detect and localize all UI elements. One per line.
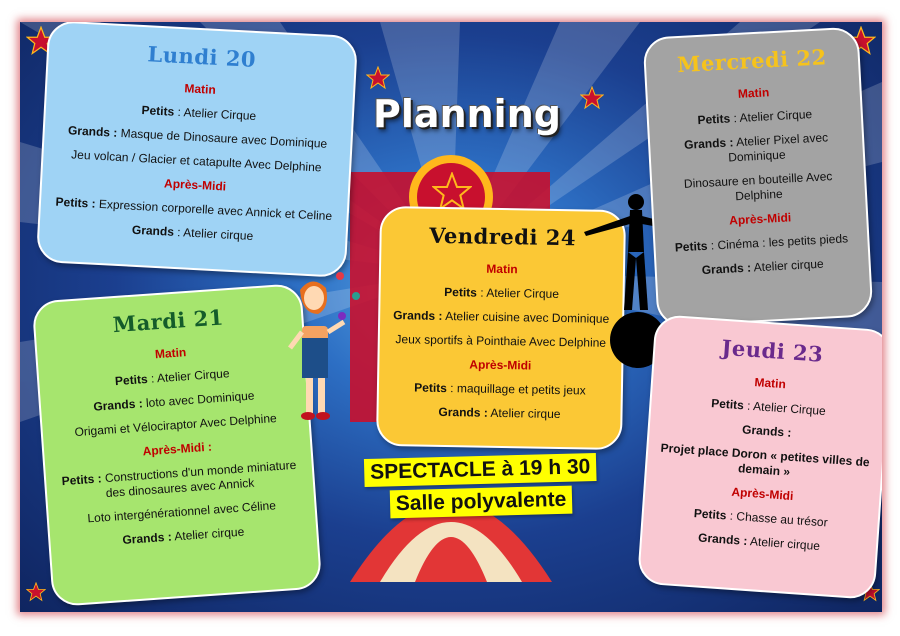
activity-grands: Grands : Atelier Pixel avec Dominique <box>683 130 829 165</box>
star-icon <box>26 582 46 602</box>
activity-grands: Grands : loto avec Dominique <box>92 388 255 414</box>
activity-petits: Petits : Chasse au trésor <box>693 506 829 530</box>
card-mardi <box>32 283 323 607</box>
activity-extra: Dinosaure en bouteille Avec Delphine <box>683 169 833 204</box>
activity-petits: Petits : Atelier Cirque <box>141 103 257 124</box>
spectacle-banner <box>357 451 605 547</box>
day-title: Vendredi 24 <box>428 222 577 251</box>
section-matin: Matin <box>486 261 518 277</box>
activity-petits: Petits : Expression corporelle avec Annick et Celine <box>55 194 333 224</box>
juggler-girl-illustration <box>282 268 368 428</box>
section-apres-midi: Après-Midi <box>163 176 227 194</box>
activity-grands: Grands : Atelier cirque <box>701 256 825 278</box>
activity-extra: Loto intergénérationnel avec Céline <box>87 498 277 526</box>
activity-extra: Origami et Vélociraptor Avec Delphine <box>74 411 278 440</box>
section-matin: Matin <box>754 375 787 392</box>
section-matin: Matin <box>737 85 770 102</box>
section-matin: Matin <box>154 345 187 362</box>
star-icon <box>366 66 390 90</box>
activity-grands: Grands : Atelier cirque <box>131 222 254 244</box>
day-title: Mercredi 22 <box>676 44 828 78</box>
activity-extra: Jeu volcan / Glacier et catapulte Avec Delphine <box>70 147 322 175</box>
activity-grands: Grands : Atelier cirque <box>438 405 561 422</box>
section-apres-midi: Après-Midi <box>730 485 794 504</box>
activity-extra: Jeux sportifs à Pointhaie Avec Delphine <box>395 332 607 351</box>
activity-grands: Grands : <box>741 422 792 441</box>
spectacle-venue: Salle polyvalente <box>390 486 573 519</box>
star-icon <box>580 86 604 110</box>
activity-petits: Petits : Atelier Cirque <box>114 366 230 389</box>
day-title: Jeudi 23 <box>720 334 825 367</box>
spectacle-time: SPECTACLE à 19 h 30 <box>364 453 597 487</box>
card-jeudi <box>637 314 882 600</box>
day-title: Lundi 20 <box>147 41 257 72</box>
activity-petits: Petits : Atelier Cirque <box>697 107 813 128</box>
day-title: Mardi 21 <box>112 304 225 338</box>
activity-petits: Petits : Constructions d'un monde miniature des dinosaures avec Annick <box>61 457 297 501</box>
activity-petits: Petits : maquillage et petits jeux <box>414 380 586 398</box>
page-title: Planning <box>373 92 561 136</box>
activity-petits: Petits : Atelier Cirque <box>444 285 560 302</box>
activity-extra: Projet place Doron « petites villes de demain » <box>660 440 871 480</box>
activity-grands: Grands : Atelier cirque <box>697 530 821 554</box>
activity-grands: Grands : Atelier cirque <box>121 524 245 548</box>
activity-petits: Petits : Cinéma : les petits pieds <box>674 231 849 255</box>
activity-grands: Grands : Masque de Dinosaure avec Dominique <box>67 123 328 152</box>
section-apres-midi: Après-Midi <box>469 357 532 373</box>
card-mercredi <box>643 27 874 328</box>
circus-poster <box>20 22 882 612</box>
activity-grands: Grands : Atelier cuisine avec Dominique <box>393 308 610 327</box>
section-apres-midi: Après-Midi : <box>142 439 213 459</box>
activity-petits: Petits : Atelier Cirque <box>710 396 827 419</box>
section-apres-midi: Après-Midi <box>728 210 792 228</box>
section-matin: Matin <box>184 81 217 98</box>
card-lundi <box>36 22 358 278</box>
